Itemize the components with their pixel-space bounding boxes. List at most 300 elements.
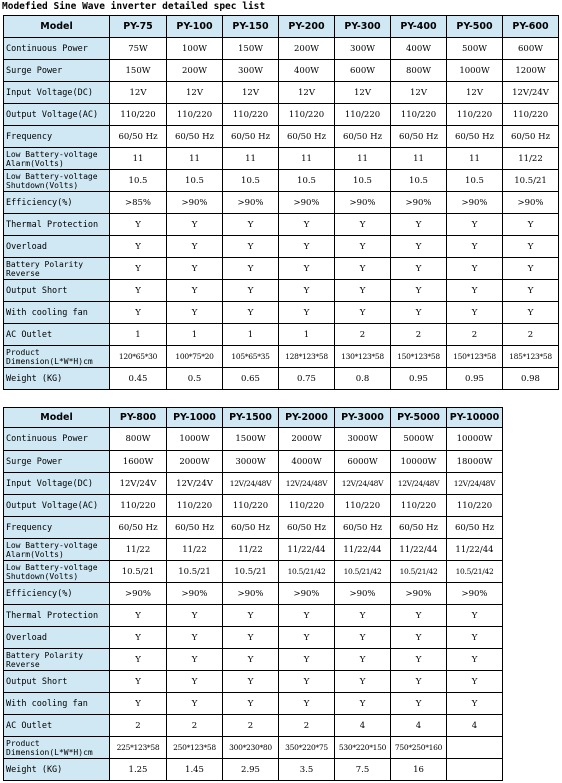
- row-label-frequency: Frequency: [4, 517, 110, 539]
- model-py-1500-header: PY-1500: [223, 408, 279, 428]
- spec-cell: Y: [223, 649, 279, 671]
- spec-cell: Y: [279, 302, 335, 324]
- row-label-thermal-protection: Thermal Protection: [4, 214, 110, 236]
- spec-cell: 2: [503, 324, 559, 346]
- spec-cell: 0.95: [391, 368, 447, 390]
- model-header: Model: [4, 16, 110, 38]
- spec-cell: Y: [279, 605, 335, 627]
- table-row: [4, 671, 503, 693]
- spec-cell: Y: [447, 236, 503, 258]
- spec-cell: Y: [335, 605, 391, 627]
- spec-cell: 110/220: [279, 495, 335, 517]
- spec-cell: 7.5: [335, 759, 391, 781]
- spec-cell: 150W: [110, 60, 167, 82]
- document-title: Modefied Sine Wave inverter detailed spec list: [2, 1, 266, 12]
- spec-cell: Y: [167, 671, 223, 693]
- spec-cell: Y: [110, 605, 167, 627]
- spec-cell: 110/220: [167, 104, 223, 126]
- spec-cell: 600W: [503, 38, 559, 60]
- spec-cell: 0.5: [167, 368, 223, 390]
- spec-cell: 60/50 Hz: [110, 517, 167, 539]
- table-row: [4, 473, 503, 495]
- row-label-low-battery-voltage-shutdown-volts: Low Battery-voltage Shutdown(Volts): [4, 561, 110, 583]
- row-label-output-short: Output Short: [4, 671, 110, 693]
- spec-cell: 11/22/44: [447, 539, 503, 561]
- spec-cell: Y: [223, 280, 279, 302]
- spec-cell: 10.5/21/42: [447, 561, 503, 583]
- spec-cell: 11: [167, 148, 223, 170]
- spec-cell: 2: [223, 715, 279, 737]
- spec-cell: 2: [167, 715, 223, 737]
- spec-cell: 110/220: [391, 104, 447, 126]
- row-label-frequency: Frequency: [4, 126, 110, 148]
- spec-cell: 10.5/21/42: [335, 561, 391, 583]
- spec-cell: 100W: [167, 38, 223, 60]
- spec-table-2: [3, 407, 503, 781]
- spec-cell: 12V: [167, 82, 223, 104]
- spec-cell: 16: [391, 759, 447, 781]
- spec-cell: 75W: [110, 38, 167, 60]
- table-row: [4, 302, 559, 324]
- table-row: [4, 649, 503, 671]
- spec-cell: 60/50 Hz: [279, 517, 335, 539]
- spec-cell: 1: [279, 324, 335, 346]
- spec-cell: 4000W: [279, 451, 335, 473]
- spec-cell: Y: [503, 214, 559, 236]
- row-label-product-dimension-l-w-h-cm: Product Dimension(L*W*H)cm: [4, 737, 110, 759]
- spec-cell: Y: [167, 302, 223, 324]
- spec-cell: 200W: [279, 38, 335, 60]
- spec-cell: Y: [335, 236, 391, 258]
- spec-cell: 185*123*58: [503, 346, 559, 368]
- spec-cell: Y: [167, 214, 223, 236]
- spec-cell: Y: [279, 671, 335, 693]
- spec-cell: >90%: [279, 192, 335, 214]
- model-py-10000-header: PY-10000: [447, 408, 503, 428]
- row-label-battery-polarity-reverse: Battery Polarity Reverse: [4, 649, 110, 671]
- table-row: [4, 517, 503, 539]
- spec-cell: 12V/24/48V: [447, 473, 503, 495]
- model-py-2000-header: PY-2000: [279, 408, 335, 428]
- spec-cell: 0.95: [447, 368, 503, 390]
- spec-cell: 0.98: [503, 368, 559, 390]
- spec-cell: >90%: [167, 583, 223, 605]
- row-label-weight-kg: Weight (KG): [4, 759, 110, 781]
- spec-cell: 12V: [223, 82, 279, 104]
- spec-cell: 300*230*80: [223, 737, 279, 759]
- spec-cell: >90%: [447, 192, 503, 214]
- row-label-weight-kg: Weight (KG): [4, 368, 110, 390]
- model-py-100-header: PY-100: [167, 16, 223, 38]
- spec-cell: Y: [447, 280, 503, 302]
- row-label-overload: Overload: [4, 627, 110, 649]
- row-label-input-voltage-dc: Input Voltage(DC): [4, 82, 110, 104]
- spec-cell: Y: [391, 302, 447, 324]
- row-label-ac-outlet: AC Outlet: [4, 324, 110, 346]
- table-row: [4, 715, 503, 737]
- row-label-low-battery-voltage-alarm-volts: Low Battery-voltage Alarm(Volts): [4, 539, 110, 561]
- spec-cell: >90%: [335, 192, 391, 214]
- row-label-thermal-protection: Thermal Protection: [4, 605, 110, 627]
- spec-cell: Y: [279, 236, 335, 258]
- spec-cell: 225*123*58: [110, 737, 167, 759]
- spec-cell: 1600W: [110, 451, 167, 473]
- spec-cell: 0.8: [335, 368, 391, 390]
- spec-cell: >90%: [223, 583, 279, 605]
- spec-cell: 150*123*58: [391, 346, 447, 368]
- spec-cell: 1000W: [447, 60, 503, 82]
- row-label-overload: Overload: [4, 236, 110, 258]
- row-label-with-cooling-fan: With cooling fan: [4, 302, 110, 324]
- spec-cell: Y: [447, 693, 503, 715]
- spec-cell: Y: [167, 649, 223, 671]
- model-py-3000-header: PY-3000: [335, 408, 391, 428]
- spec-cell: 350*220*75: [279, 737, 335, 759]
- spec-cell: Y: [335, 302, 391, 324]
- spec-cell: Y: [167, 627, 223, 649]
- spec-cell: Y: [503, 236, 559, 258]
- spec-cell: Y: [110, 627, 167, 649]
- row-label-low-battery-voltage-alarm-volts: Low Battery-voltage Alarm(Volts): [4, 148, 110, 170]
- spec-cell: 110/220: [503, 104, 559, 126]
- spec-cell: 110/220: [447, 104, 503, 126]
- spec-cell: 2000W: [279, 428, 335, 451]
- spec-cell: 4: [391, 715, 447, 737]
- table-row: [4, 104, 559, 126]
- row-label-surge-power: Surge Power: [4, 451, 110, 473]
- model-py-300-header: PY-300: [335, 16, 391, 38]
- table-row: [4, 236, 559, 258]
- table-row: [4, 346, 559, 368]
- spec-cell: Y: [391, 214, 447, 236]
- spec-cell: Y: [447, 258, 503, 280]
- spec-cell: Y: [223, 236, 279, 258]
- spec-cell: 0.45: [110, 368, 167, 390]
- spec-cell: Y: [335, 649, 391, 671]
- spec-cell: 11/22/44: [335, 539, 391, 561]
- spec-cell: 300W: [223, 60, 279, 82]
- spec-cell: Y: [391, 280, 447, 302]
- spec-cell: 11/22/44: [279, 539, 335, 561]
- spec-cell: 10.5: [167, 170, 223, 192]
- spec-cell: 110/220: [335, 104, 391, 126]
- spec-cell: Y: [223, 605, 279, 627]
- table-row: [4, 324, 559, 346]
- spec-cell: Y: [503, 258, 559, 280]
- model-py-1000-header: PY-1000: [167, 408, 223, 428]
- spec-cell: 150W: [223, 38, 279, 60]
- spec-cell: 110/220: [447, 495, 503, 517]
- spec-cell: Y: [110, 693, 167, 715]
- row-label-continuous-power: Continuous Power: [4, 38, 110, 60]
- spec-cell: >90%: [279, 583, 335, 605]
- spec-cell: 110/220: [223, 104, 279, 126]
- spec-cell: Y: [167, 258, 223, 280]
- table-row: [4, 693, 503, 715]
- spec-cell: 100*75*20: [167, 346, 223, 368]
- table-row: [4, 82, 559, 104]
- spec-cell: 0.65: [223, 368, 279, 390]
- spec-cell: 2: [447, 324, 503, 346]
- spec-cell: 60/50 Hz: [110, 126, 167, 148]
- spec-cell: 530*220*150: [335, 737, 391, 759]
- spec-cell: 800W: [110, 428, 167, 451]
- spec-cell: 800W: [391, 60, 447, 82]
- spec-cell: 105*65*35: [223, 346, 279, 368]
- spec-cell: 12V/24V: [503, 82, 559, 104]
- spec-cell: 12V: [391, 82, 447, 104]
- spec-cell: 12V/24/48V: [335, 473, 391, 495]
- spec-cell: Y: [391, 236, 447, 258]
- spec-cell: 2: [279, 715, 335, 737]
- spec-cell: 60/50 Hz: [447, 126, 503, 148]
- spec-cell: Y: [447, 627, 503, 649]
- row-label-efficiency: Efficiency(%): [4, 583, 110, 605]
- spec-cell: 110/220: [223, 495, 279, 517]
- spec-cell: Y: [447, 605, 503, 627]
- spec-cell: Y: [279, 258, 335, 280]
- spec-cell: 110/220: [279, 104, 335, 126]
- spec-cell: Y: [167, 693, 223, 715]
- spec-cell: Y: [110, 214, 167, 236]
- spec-cell: 60/50 Hz: [223, 126, 279, 148]
- spec-cell: Y: [167, 236, 223, 258]
- spec-cell: 10.5/21: [167, 561, 223, 583]
- spec-cell: >90%: [223, 192, 279, 214]
- model-py-800-header: PY-800: [110, 408, 167, 428]
- spec-cell: 11: [335, 148, 391, 170]
- spec-cell: 12V: [110, 82, 167, 104]
- row-label-low-battery-voltage-shutdown-volts: Low Battery-voltage Shutdown(Volts): [4, 170, 110, 192]
- row-label-continuous-power: Continuous Power: [4, 428, 110, 451]
- spec-cell: 128*123*58: [279, 346, 335, 368]
- spec-cell: 600W: [335, 60, 391, 82]
- spec-cell: 60/50 Hz: [391, 126, 447, 148]
- spec-cell: 1: [223, 324, 279, 346]
- spec-cell: 10.5: [223, 170, 279, 192]
- spec-cell: 10.5: [110, 170, 167, 192]
- table-row: [4, 192, 559, 214]
- spec-cell: >90%: [335, 583, 391, 605]
- spec-cell: 0.75: [279, 368, 335, 390]
- spec-cell: 120*65*30: [110, 346, 167, 368]
- spec-cell: 11: [110, 148, 167, 170]
- spec-cell: Y: [447, 649, 503, 671]
- spec-cell: 60/50 Hz: [447, 517, 503, 539]
- spec-cell: Y: [335, 627, 391, 649]
- table-row: [4, 583, 503, 605]
- model-py-400-header: PY-400: [391, 16, 447, 38]
- table-row: [4, 258, 559, 280]
- row-label-battery-polarity-reverse: Battery Polarity Reverse: [4, 258, 110, 280]
- spec-cell: Y: [279, 280, 335, 302]
- spec-cell: 750*250*160: [391, 737, 447, 759]
- spec-cell: 10000W: [447, 428, 503, 451]
- row-label-output-voltage-ac: Output Voltage(AC): [4, 104, 110, 126]
- table-row: [4, 495, 503, 517]
- table-row: [4, 737, 503, 759]
- spec-cell: 12V/24/48V: [279, 473, 335, 495]
- spec-cell: Y: [335, 258, 391, 280]
- spec-cell: >85%: [110, 192, 167, 214]
- spec-cell: 10.5: [279, 170, 335, 192]
- spec-cell: 110/220: [110, 495, 167, 517]
- table-row: [4, 280, 559, 302]
- spec-cell: 250*123*58: [167, 737, 223, 759]
- spec-cell: 60/50 Hz: [335, 126, 391, 148]
- spec-cell: Y: [447, 302, 503, 324]
- spec-cell: >90%: [167, 192, 223, 214]
- spec-cell: 110/220: [167, 495, 223, 517]
- spec-cell: Y: [167, 280, 223, 302]
- spec-cell: Y: [391, 605, 447, 627]
- spec-cell: Y: [503, 302, 559, 324]
- model-py-150-header: PY-150: [223, 16, 279, 38]
- spec-cell: 1.25: [110, 759, 167, 781]
- spec-cell: 11: [391, 148, 447, 170]
- table-row: [4, 60, 559, 82]
- spec-cell: 60/50 Hz: [279, 126, 335, 148]
- table-row: [4, 148, 559, 170]
- model-py-5000-header: PY-5000: [391, 408, 447, 428]
- spec-cell: Y: [279, 214, 335, 236]
- row-label-input-voltage-dc: Input Voltage(DC): [4, 473, 110, 495]
- model-py-600-header: PY-600: [503, 16, 559, 38]
- spec-cell: Y: [391, 258, 447, 280]
- spec-cell: 18000W: [447, 451, 503, 473]
- row-label-product-dimension-l-w-h-cm: Product Dimension(L*W*H)cm: [4, 346, 110, 368]
- spec-cell: Y: [503, 280, 559, 302]
- spec-cell: Y: [391, 627, 447, 649]
- spec-cell: 1.45: [167, 759, 223, 781]
- spec-cell: Y: [223, 627, 279, 649]
- spec-cell: Y: [223, 214, 279, 236]
- table-row: [4, 451, 503, 473]
- spec-cell: 10.5/21: [503, 170, 559, 192]
- table-row: [4, 539, 503, 561]
- spec-cell: 60/50 Hz: [223, 517, 279, 539]
- spec-cell: 11/22: [503, 148, 559, 170]
- model-py-75-header: PY-75: [110, 16, 167, 38]
- spec-cell: 2: [335, 324, 391, 346]
- spec-cell: 11/22/44: [391, 539, 447, 561]
- spec-cell: Y: [110, 236, 167, 258]
- spec-cell: 1200W: [503, 60, 559, 82]
- spec-cell: 12V/24V: [110, 473, 167, 495]
- row-label-efficiency: Efficiency(%): [4, 192, 110, 214]
- table-row: [4, 605, 503, 627]
- spec-cell: 11/22: [223, 539, 279, 561]
- spec-cell: 150*123*58: [447, 346, 503, 368]
- spec-cell: Y: [223, 258, 279, 280]
- spec-cell: 10.5: [447, 170, 503, 192]
- spec-cell: 11/22: [110, 539, 167, 561]
- spec-cell: Y: [335, 214, 391, 236]
- model-py-500-header: PY-500: [447, 16, 503, 38]
- spec-cell: Y: [110, 280, 167, 302]
- spec-cell: 11/22: [167, 539, 223, 561]
- spec-cell: Y: [279, 627, 335, 649]
- spec-cell: 200W: [167, 60, 223, 82]
- row-label-output-short: Output Short: [4, 280, 110, 302]
- table-row: [4, 214, 559, 236]
- spec-cell: 60/50 Hz: [503, 126, 559, 148]
- model-py-200-header: PY-200: [279, 16, 335, 38]
- spec-cell: 4: [335, 715, 391, 737]
- spec-cell: 6000W: [335, 451, 391, 473]
- table-row: [4, 368, 559, 390]
- spec-cell: Y: [167, 605, 223, 627]
- spec-cell: Y: [335, 671, 391, 693]
- spec-cell: [447, 759, 503, 781]
- spec-cell: 500W: [447, 38, 503, 60]
- spec-cell: 10.5/21: [223, 561, 279, 583]
- spec-cell: 60/50 Hz: [167, 126, 223, 148]
- spec-cell: 130*123*58: [335, 346, 391, 368]
- spec-cell: [447, 737, 503, 759]
- spec-cell: 12V/24V: [167, 473, 223, 495]
- spec-cell: Y: [110, 302, 167, 324]
- spec-cell: Y: [223, 671, 279, 693]
- spec-cell: 1: [167, 324, 223, 346]
- spec-cell: 4: [447, 715, 503, 737]
- spec-cell: Y: [110, 649, 167, 671]
- spec-cell: 300W: [335, 38, 391, 60]
- row-label-with-cooling-fan: With cooling fan: [4, 693, 110, 715]
- row-label-output-voltage-ac: Output Voltage(AC): [4, 495, 110, 517]
- table-row: [4, 170, 559, 192]
- spec-cell: 11: [223, 148, 279, 170]
- table-row: [4, 759, 503, 781]
- spec-cell: >90%: [391, 192, 447, 214]
- spec-cell: 10.5/21/42: [391, 561, 447, 583]
- table-row: [4, 126, 559, 148]
- spec-cell: Y: [447, 214, 503, 236]
- spec-cell: 12V/24/48V: [391, 473, 447, 495]
- table-row: [4, 428, 503, 451]
- spec-cell: Y: [335, 693, 391, 715]
- row-label-surge-power: Surge Power: [4, 60, 110, 82]
- spec-cell: 10.5/21/42: [279, 561, 335, 583]
- spec-cell: 2.95: [223, 759, 279, 781]
- spec-cell: Y: [447, 671, 503, 693]
- spec-cell: Y: [391, 693, 447, 715]
- spec-cell: 3.5: [279, 759, 335, 781]
- spec-cell: Y: [223, 302, 279, 324]
- spec-cell: Y: [279, 693, 335, 715]
- spec-cell: 110/220: [391, 495, 447, 517]
- spec-table-1: [3, 15, 559, 390]
- spec-cell: 12V: [335, 82, 391, 104]
- spec-cell: >90%: [391, 583, 447, 605]
- spec-cell: 400W: [279, 60, 335, 82]
- spec-cell: 1500W: [223, 428, 279, 451]
- spec-cell: 12V: [447, 82, 503, 104]
- spec-cell: Y: [279, 649, 335, 671]
- spec-cell: 3000W: [335, 428, 391, 451]
- spec-cell: Y: [391, 649, 447, 671]
- spec-cell: 10000W: [391, 451, 447, 473]
- spec-cell: 60/50 Hz: [391, 517, 447, 539]
- spec-cell: 5000W: [391, 428, 447, 451]
- model-header: Model: [4, 408, 110, 428]
- spec-cell: Y: [223, 693, 279, 715]
- spec-cell: >90%: [447, 583, 503, 605]
- spec-cell: >90%: [110, 583, 167, 605]
- spec-cell: 1000W: [167, 428, 223, 451]
- spec-cell: 1: [110, 324, 167, 346]
- spec-cell: Y: [335, 280, 391, 302]
